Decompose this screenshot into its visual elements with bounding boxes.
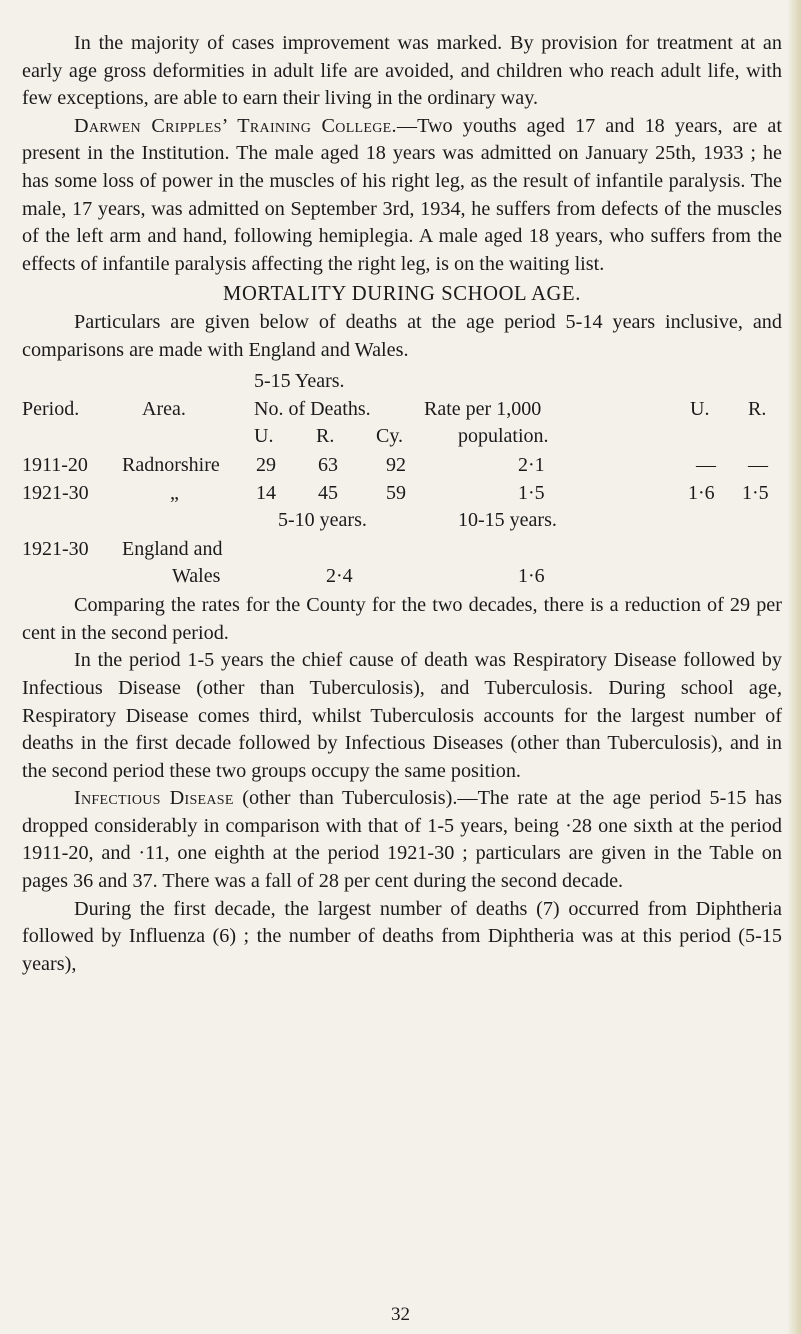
table-header-years: 5-15 Years. (254, 370, 345, 393)
paragraph-comparing: Comparing the rates for the County for the two decades, there is a reduction of 29 per cent in the second period. (22, 594, 782, 644)
table-sub-10-15: 10-15 years. (458, 509, 557, 532)
table-col-rate: Rate per 1,000 (424, 398, 542, 421)
table-col-u: U. (690, 398, 710, 421)
row2-period: 1921-30 (22, 482, 89, 505)
row3-period: 1921-30 (22, 538, 89, 561)
mortality-table (22, 364, 782, 592)
page-edge-shadow (787, 0, 801, 1334)
darwen-college-lead: Darwen Cripples’ Training College. (74, 114, 397, 137)
row2-cy: 59 (386, 482, 406, 505)
darwen-college-body: —Two youths aged 17 and 18 years, are at present in the Institution. The male aged 18 years was admitted on January 25th, 1933 ; he has some loss of power in the muscles of his right leg, as the result of infantile paralysis. The male, 17 years, was admitted on September 3rd, 1934, he suffers from defects of the muscles of the left arm and hand, following hemiplegia. A male aged 18 years, who suffers from the effects of infantile paralysis affecting the right leg, is on the waiting list. (22, 114, 782, 275)
row3-10-15: 1·6 (518, 565, 545, 588)
infectious-disease-lead: Infectious Disease (74, 787, 234, 810)
table-col-period: Period. (22, 398, 80, 421)
table-col-area: Area. (142, 398, 186, 421)
row2-rate-r: 1·5 (742, 482, 769, 505)
row1-rate: 2·1 (518, 454, 545, 477)
row2-u: 14 (256, 482, 276, 505)
row3-5-10: 2·4 (326, 565, 353, 588)
table-sub-population: population. (458, 425, 549, 448)
table-col-deaths: No. of Deaths. (254, 398, 371, 421)
table-sub-cy: Cy. (376, 425, 404, 448)
row1-period: 1911-20 (22, 454, 88, 477)
row1-r: 63 (318, 454, 338, 477)
text-block-top (22, 30, 782, 978)
page-number: 32 (391, 1304, 410, 1325)
row3-area-line1: England and (122, 538, 223, 561)
paragraph-darwen (22, 113, 782, 279)
row3-area-line2: Wales (172, 565, 221, 588)
table-sub-r: R. (316, 425, 335, 448)
paragraph-causes: In the period 1-5 years the chief cause of death was Respiratory Disease followed by Infectious Disease (other than Tuberculosis), and Tuberculosis. During school age, Respiratory Disease comes third, whilst Tuberculosis accounts for the largest number of deaths in the first decade followed by Infectious Diseases (other than Tuberculosis), and in the second period these two groups occupy the same position. (22, 649, 782, 782)
paragraph-infectious (22, 785, 782, 895)
infectious-disease-body: (other than Tuberculosis).—The rate at the age period 5-15 has dropped considerably in comparison with that of 1-5 years, being ·28 one sixth at the period 1911-20, and ·11, one eighth at the period 1921-30 ; particulars are given in the Table on pages 36 and 37. There was a fall of 28 per cent during the second decade. (22, 787, 782, 893)
row1-rate-r: — (748, 454, 768, 477)
row1-area: Radnorshire (122, 454, 220, 477)
paragraph-improvement: In the majority of cases improvement was marked. By provision for treatment at an early age gross deformities in adult life are avoided, and children who reach adult life, with few exceptions, are able to earn their living in the ordinary way. (22, 32, 782, 110)
row1-u: 29 (256, 454, 276, 477)
table-col-r: R. (748, 398, 767, 421)
row1-rate-u: — (696, 454, 716, 477)
table-sub-5-10: 5-10 years. (278, 509, 367, 532)
row2-area: „ (170, 482, 179, 505)
row2-rate-u: 1·6 (688, 482, 715, 505)
paragraph-diphtheria: During the first decade, the largest number of deaths (7) occurred from Diphtheria followed by Influenza (6) ; the number of deaths from Diphtheria was at this period (5-15 years), (22, 897, 782, 975)
paragraph-intro: Particulars are given below of deaths at the age period 5-14 years inclusive, and comparisons are made with England and Wales. (22, 310, 782, 361)
row2-r: 45 (318, 482, 338, 505)
row2-rate: 1·5 (518, 482, 545, 505)
section-heading-mortality: MORTALITY DURING SCHOOL AGE. (223, 283, 581, 306)
table-sub-u: U. (254, 425, 274, 448)
row1-cy: 92 (386, 454, 406, 477)
